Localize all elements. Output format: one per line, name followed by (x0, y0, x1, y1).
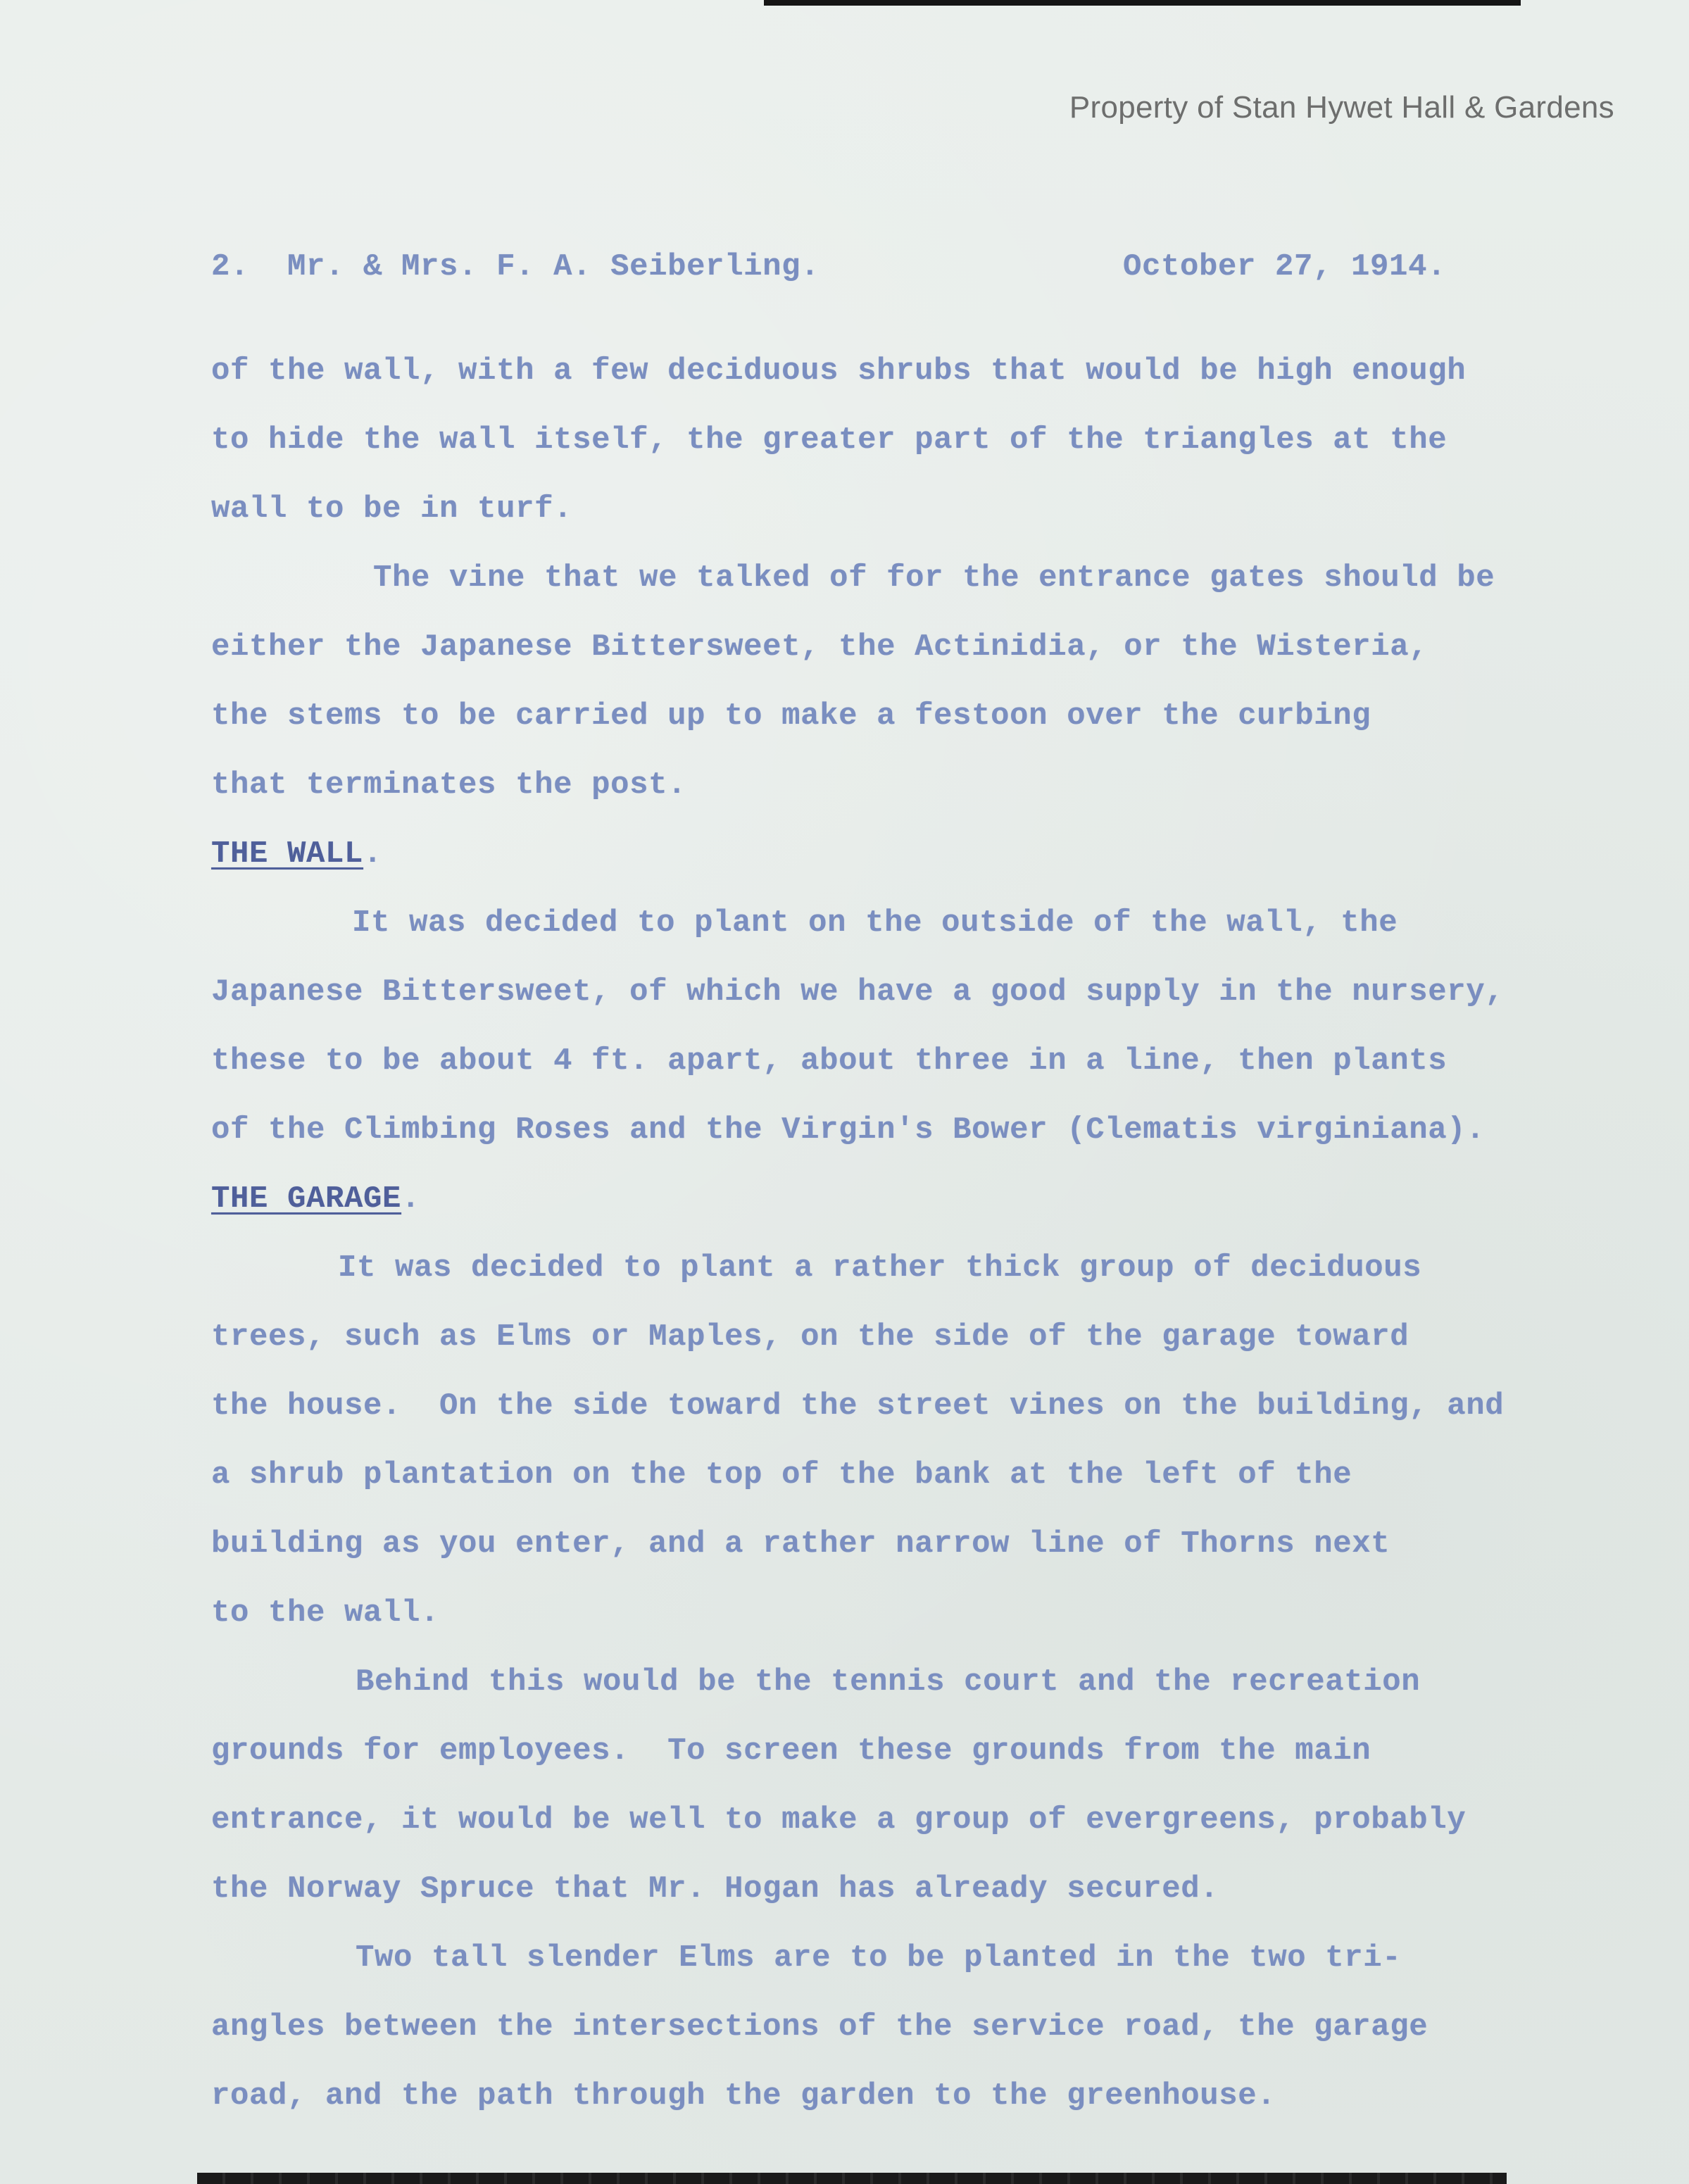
body-line: building as you enter, and a rather narrow line of Thorns next (211, 1526, 1390, 1562)
garage-heading-text: THE GARAGE (211, 1181, 402, 1217)
page-number-and-addressee: 2. Mr. & Mrs. F. A. Seiberling. (211, 249, 820, 284)
body-line: Behind this would be the tennis court and the recreation (356, 1664, 1421, 1700)
letter-date: October 27, 1914. (1123, 249, 1447, 284)
body-line: road, and the path through the garden to the greenhouse. (211, 2078, 1276, 2114)
garage-heading-period: . (401, 1181, 421, 1217)
body-line: these to be about 4 ft. apart, about three in a line, then plants (211, 1043, 1448, 1079)
body-line: to the wall. (211, 1595, 440, 1631)
section-heading-wall (211, 820, 1605, 889)
body-line: It was decided to plant on the outside of the wall, the (352, 905, 1398, 941)
wall-heading-period: . (363, 836, 383, 872)
body-line: a shrub plantation on the top of the bank at the left of the (211, 1457, 1352, 1493)
bottom-edge-strip (197, 2173, 1507, 2184)
body-line: the stems to be carried up to make a festoon over the curbing (211, 698, 1371, 734)
top-edge-strip (764, 0, 1521, 6)
body-line: that terminates the post. (211, 767, 687, 803)
body-line: to hide the wall itself, the greater part of the triangles at the (211, 422, 1448, 458)
body-line: Two tall slender Elms are to be planted in the two tri- (356, 1940, 1402, 1976)
body-line: entrance, it would be well to make a group of evergreens, probably (211, 1802, 1467, 1838)
body-line: of the wall, with a few deciduous shrubs that would be high enough (211, 353, 1467, 389)
letter-body (211, 232, 1605, 2130)
body-line: The vine that we talked of for the entrance gates should be (373, 560, 1495, 596)
body-line: angles between the intersections of the service road, the garage (211, 2009, 1429, 2045)
body-line: trees, such as Elms or Maples, on the side of the garage toward (211, 1319, 1409, 1355)
page-header (211, 232, 1605, 301)
body-line: either the Japanese Bittersweet, the Actinidia, or the Wisteria, (211, 629, 1429, 665)
body-line: It was decided to plant a rather thick group of deciduous (338, 1250, 1422, 1286)
body-line: grounds for employees. To screen these grounds from the main (211, 1733, 1371, 1769)
watermark: Property of Stan Hywet Hall & Gardens (1069, 90, 1614, 125)
body-line: wall to be in turf. (211, 491, 573, 527)
body-line: the house. On the side toward the street vines on the building, and (211, 1388, 1505, 1424)
wall-heading-text: THE WALL (211, 836, 364, 872)
body-line: of the Climbing Roses and the Virgin's Bower (Clematis virginiana). (211, 1112, 1486, 1148)
section-heading-garage (211, 1165, 1605, 1234)
body-line: the Norway Spruce that Mr. Hogan has already secured. (211, 1871, 1219, 1907)
body-line: Japanese Bittersweet, of which we have a good supply in the nursery, (211, 974, 1505, 1010)
